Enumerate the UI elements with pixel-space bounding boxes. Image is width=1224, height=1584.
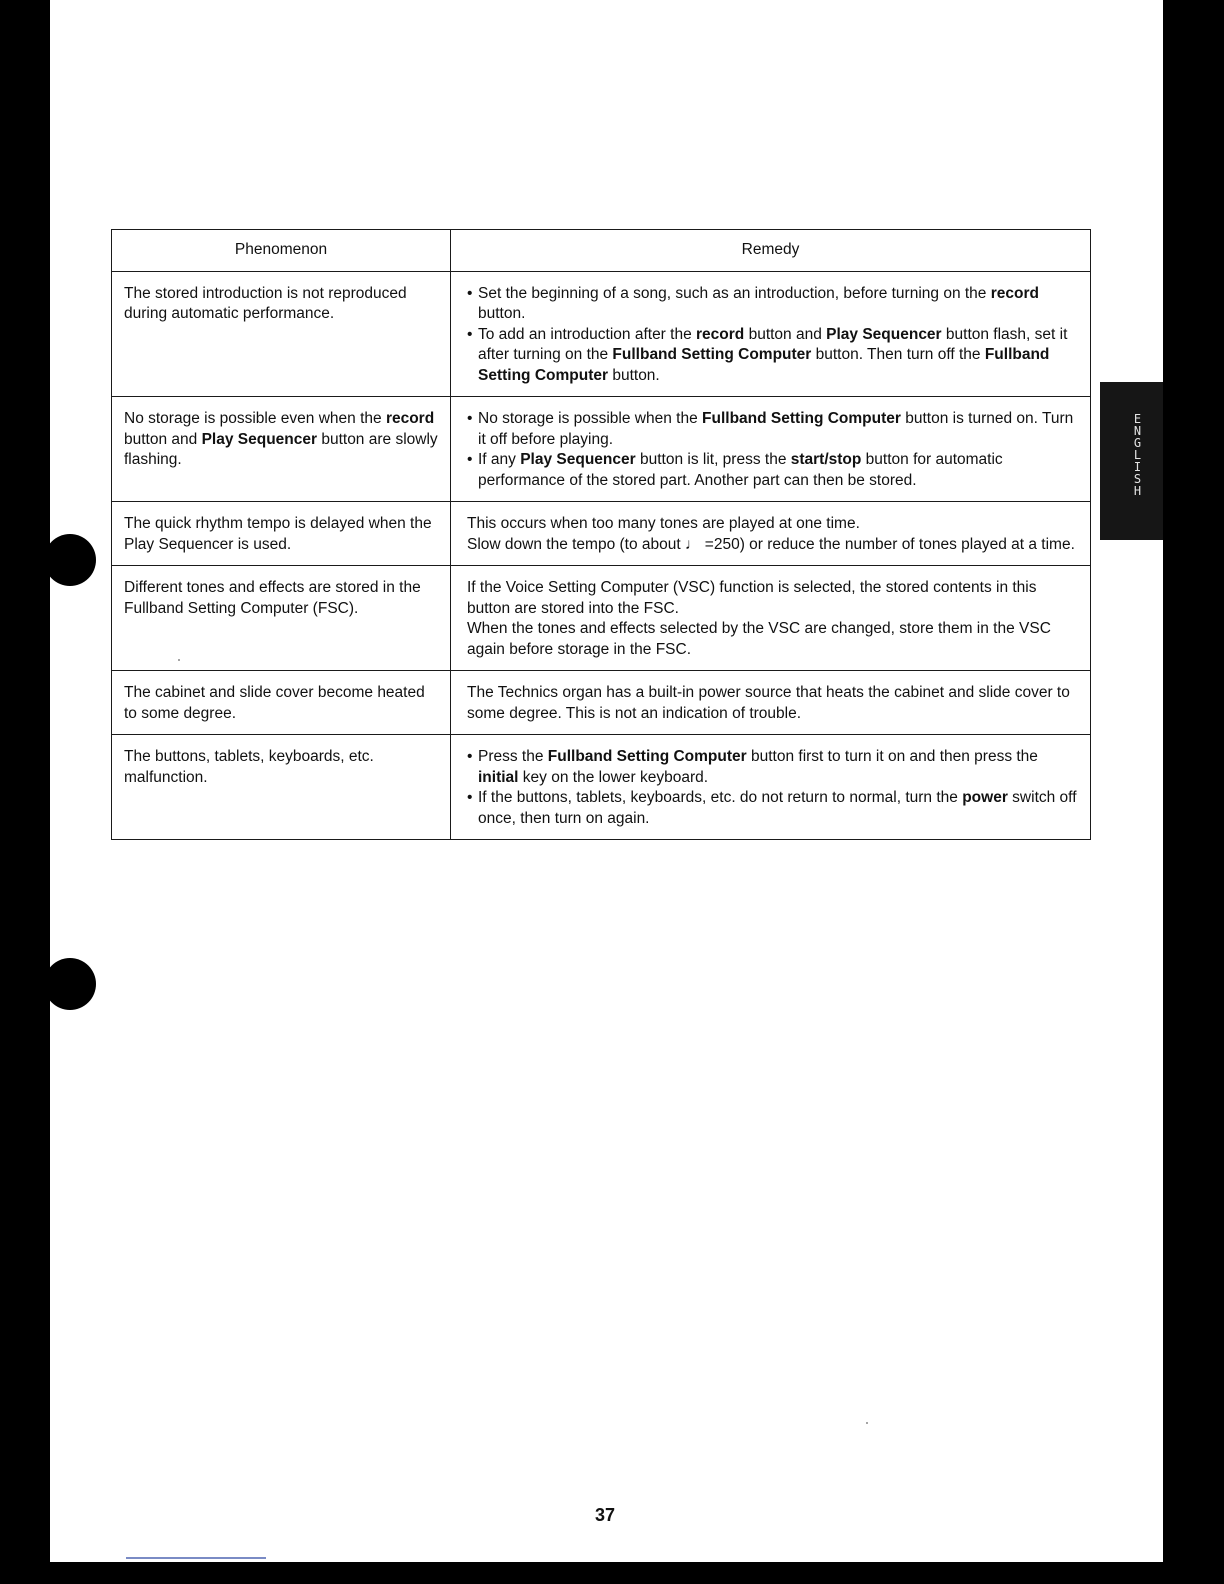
table-row (112, 502, 1091, 566)
bold-term: Fullband Setting Computer (702, 410, 901, 427)
remedy-paragraph: This occurs when too many tones are played at one time. (467, 515, 860, 532)
remedy-bullet-item: • If any Play Sequencer button is lit, press the start/stop button for automatic performance of the stored part. Another part can then be stored. (467, 450, 1080, 491)
phenomenon-cell: The stored introduction is not reproduced during automatic performance. (112, 271, 451, 397)
table-header-row (112, 230, 1091, 272)
phenomenon-cell: The buttons, tablets, keyboards, etc. malfunction. (112, 735, 451, 840)
table-row (112, 671, 1091, 735)
binder-hole-lower (44, 958, 96, 1010)
remedy-cell (451, 566, 1091, 671)
phenomenon-cell: No storage is possible even when the record button and Play Sequencer button are slowly flashing. (112, 397, 451, 502)
phenomenon-cell: The cabinet and slide cover become heated to some degree. (112, 671, 451, 735)
bold-term: Fullband Setting Computer (547, 748, 747, 765)
remedy-bullet-item: • If the buttons, tablets, keyboards, etc. do not return to normal, turn the power switch off once, then turn on again. (467, 788, 1080, 829)
bold-term: Fullband Setting Computer (612, 346, 812, 363)
remedy-bullet-item: • To add an introduction after the record button and Play Sequencer button flash, set it after turning on the Fullband Setting Computer button. Then turn off the Fullband Setting Computer button. (467, 325, 1080, 387)
scan-border-right (1163, 0, 1224, 1584)
bold-term: Fullband Setting Computer (478, 346, 1050, 384)
table-row (112, 271, 1091, 397)
remedy-paragraph: If the Voice Setting Computer (VSC) function is selected, the stored contents in this button are stored into the FSC. (467, 579, 1037, 617)
header-phenomenon: Phenomenon (112, 230, 451, 272)
phenomenon-cell: Different tones and effects are stored in the Fullband Setting Computer (FSC). (112, 566, 451, 671)
remedy-paragraph: When the tones and effects selected by the VSC are changed, store them in the VSC again before storage in the FSC. (467, 620, 1051, 658)
page-number: 37 (594, 1505, 616, 1525)
bold-term: Play Sequencer (520, 451, 636, 468)
language-tab-label: ENGLISH (1133, 412, 1142, 498)
bold-term: Play Sequencer (826, 325, 942, 343)
scan-speck (866, 1422, 868, 1424)
remedy-cell (451, 671, 1091, 735)
language-tab (1100, 382, 1163, 540)
table-row (112, 735, 1091, 840)
footer-rule (126, 1557, 266, 1559)
table-row (112, 566, 1091, 671)
table-row (112, 397, 1091, 502)
bold-term: record (696, 325, 745, 343)
bold-term: start/stop (790, 451, 862, 468)
remedy-cell (451, 735, 1091, 840)
bold-term: record (990, 284, 1039, 302)
header-remedy: Remedy (451, 230, 1091, 272)
bold-term: Play Sequencer (201, 430, 318, 448)
binder-hole-upper (44, 534, 96, 586)
bold-term: initial (478, 768, 519, 786)
quarter-note-glyph: ♩ (685, 535, 701, 553)
bold-term: record (385, 410, 435, 427)
scan-speck (178, 659, 180, 661)
remedy-bullet-item: • Set the beginning of a song, such as an introduction, before turning on the record button. (467, 284, 1080, 325)
table-body (112, 271, 1091, 840)
remedy-cell (451, 502, 1091, 566)
phenomenon-cell: The quick rhythm tempo is delayed when the Play Sequencer is used. (112, 502, 451, 566)
remedy-paragraph: Slow down the tempo (to about ♩ =250) or reduce the number of tones played at a time. (467, 535, 1075, 553)
remedy-cell (451, 397, 1091, 502)
remedy-paragraph: The Technics organ has a built-in power source that heats the cabinet and slide cover to some degree. This is not an indication of trouble. (467, 684, 1070, 722)
remedy-cell (451, 271, 1091, 397)
bold-term: power (962, 789, 1008, 806)
remedy-bullet-item: • No storage is possible when the Fullband Setting Computer button is turned on. Turn it off before playing. (467, 409, 1080, 450)
remedy-bullet-item: • Press the Fullband Setting Computer button first to turn it on and then press the initial key on the lower keyboard. (467, 747, 1080, 788)
troubleshooting-table (111, 229, 1091, 840)
scan-border-left (0, 0, 50, 1584)
scan-border-bottom (0, 1562, 1224, 1584)
